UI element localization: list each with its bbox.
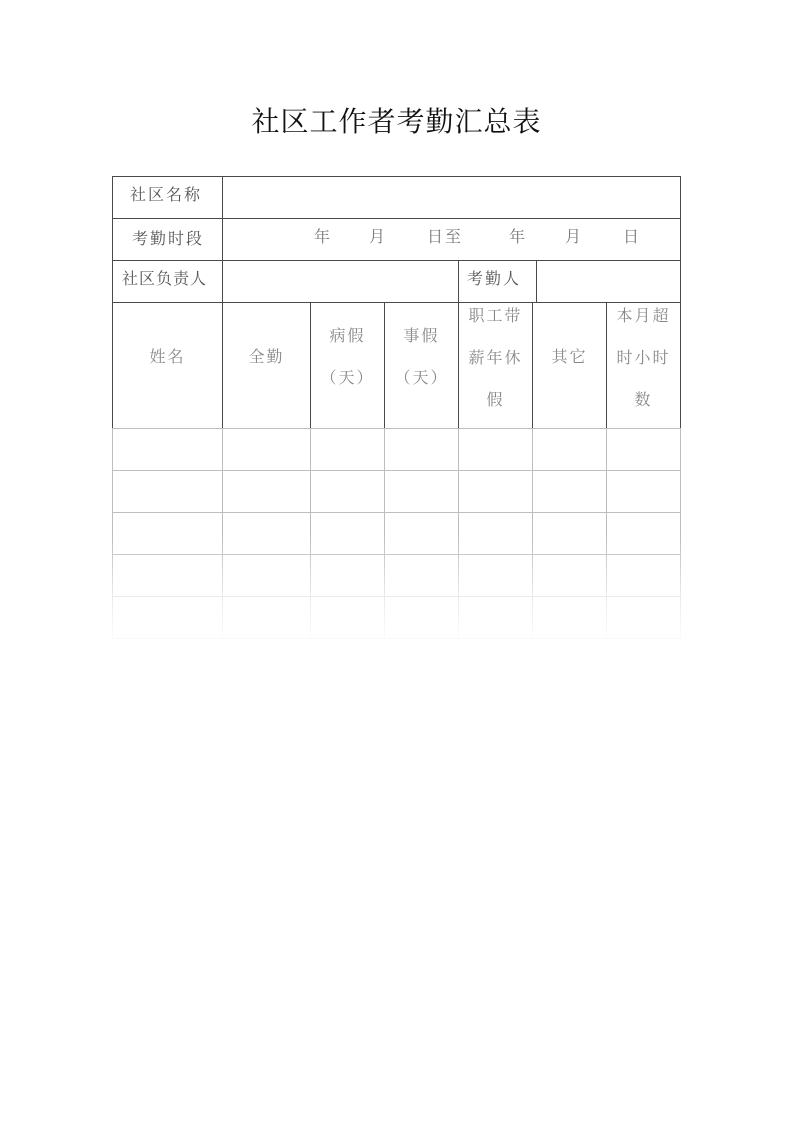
header-overtime-cell	[606, 302, 681, 429]
table-cell[interactable]	[222, 554, 311, 597]
period-label: 考勤时段	[132, 229, 205, 248]
table-cell[interactable]	[606, 428, 681, 471]
header-name: 姓名	[149, 347, 186, 366]
header-other: 其它	[551, 347, 588, 366]
period-year-2: 年	[509, 227, 526, 246]
table-cell[interactable]	[606, 554, 681, 597]
table-cell[interactable]	[222, 428, 311, 471]
leader-label-cell	[112, 260, 223, 303]
header-paid-leave-cell	[458, 302, 533, 429]
leader-field[interactable]	[222, 260, 459, 303]
page-title: 社区工作者考勤汇总表	[251, 105, 542, 138]
header-paid-leave-line2: 薪年休	[468, 348, 523, 367]
table-cell[interactable]	[112, 554, 223, 597]
table-cell[interactable]	[222, 470, 311, 513]
community-name-label-cell	[112, 176, 223, 219]
header-other-cell	[532, 302, 607, 429]
header-sick-leave-cell	[310, 302, 385, 429]
table-cell[interactable]	[384, 512, 459, 555]
period-day-2: 日	[623, 227, 640, 246]
attendance-form	[112, 176, 681, 646]
table-cell[interactable]	[112, 596, 223, 639]
table-cell[interactable]	[606, 596, 681, 639]
table-cell[interactable]	[532, 470, 607, 513]
header-name-cell	[112, 302, 223, 429]
table-cell[interactable]	[532, 554, 607, 597]
table-cell[interactable]	[384, 596, 459, 639]
table-cell[interactable]	[532, 512, 607, 555]
checker-field[interactable]	[536, 260, 681, 303]
period-day-to: 日至	[427, 227, 464, 246]
table-cell[interactable]	[112, 512, 223, 555]
header-full-attendance-cell	[222, 302, 311, 429]
table-cell[interactable]	[310, 596, 385, 639]
header-personal-leave-line1: 事假	[403, 326, 440, 345]
table-cell[interactable]	[384, 554, 459, 597]
header-full-attendance: 全勤	[248, 347, 285, 366]
header-overtime-line1: 本月超	[616, 306, 671, 325]
table-cell[interactable]	[222, 512, 311, 555]
table-cell[interactable]	[310, 428, 385, 471]
table-cell[interactable]	[458, 470, 533, 513]
header-sick-leave-line1: 病假	[329, 326, 366, 345]
table-cell[interactable]	[532, 428, 607, 471]
period-year-1: 年	[314, 227, 331, 246]
table-cell[interactable]	[606, 512, 681, 555]
header-overtime-line3: 数	[634, 390, 653, 409]
table-cell[interactable]	[310, 470, 385, 513]
table-cell[interactable]	[606, 470, 681, 513]
community-name-label: 社区名称	[130, 185, 203, 204]
header-paid-leave-line1: 职工带	[468, 306, 523, 325]
table-cell[interactable]	[112, 470, 223, 513]
table-cell[interactable]	[458, 428, 533, 471]
period-month-1: 月	[369, 227, 386, 246]
period-month-2: 月	[565, 227, 582, 246]
table-cell[interactable]	[458, 512, 533, 555]
table-cell[interactable]	[384, 428, 459, 471]
table-cell[interactable]	[112, 428, 223, 471]
checker-label: 考勤人	[467, 269, 522, 288]
community-name-field[interactable]	[222, 176, 681, 219]
period-label-cell	[112, 218, 223, 261]
checker-label-cell	[458, 260, 537, 303]
table-cell[interactable]	[310, 512, 385, 555]
table-cell[interactable]	[310, 554, 385, 597]
table-cell[interactable]	[222, 596, 311, 639]
header-overtime-line2: 时小时	[616, 348, 671, 367]
header-personal-leave-line2: （天）	[394, 368, 449, 387]
header-personal-leave-cell	[384, 302, 459, 429]
table-cell[interactable]	[458, 596, 533, 639]
leader-label: 社区负责人	[122, 269, 208, 288]
table-cell[interactable]	[384, 470, 459, 513]
table-cell[interactable]	[458, 554, 533, 597]
header-sick-leave-line2: （天）	[320, 368, 375, 387]
table-cell[interactable]	[532, 596, 607, 639]
header-paid-leave-line3: 假	[486, 390, 505, 409]
